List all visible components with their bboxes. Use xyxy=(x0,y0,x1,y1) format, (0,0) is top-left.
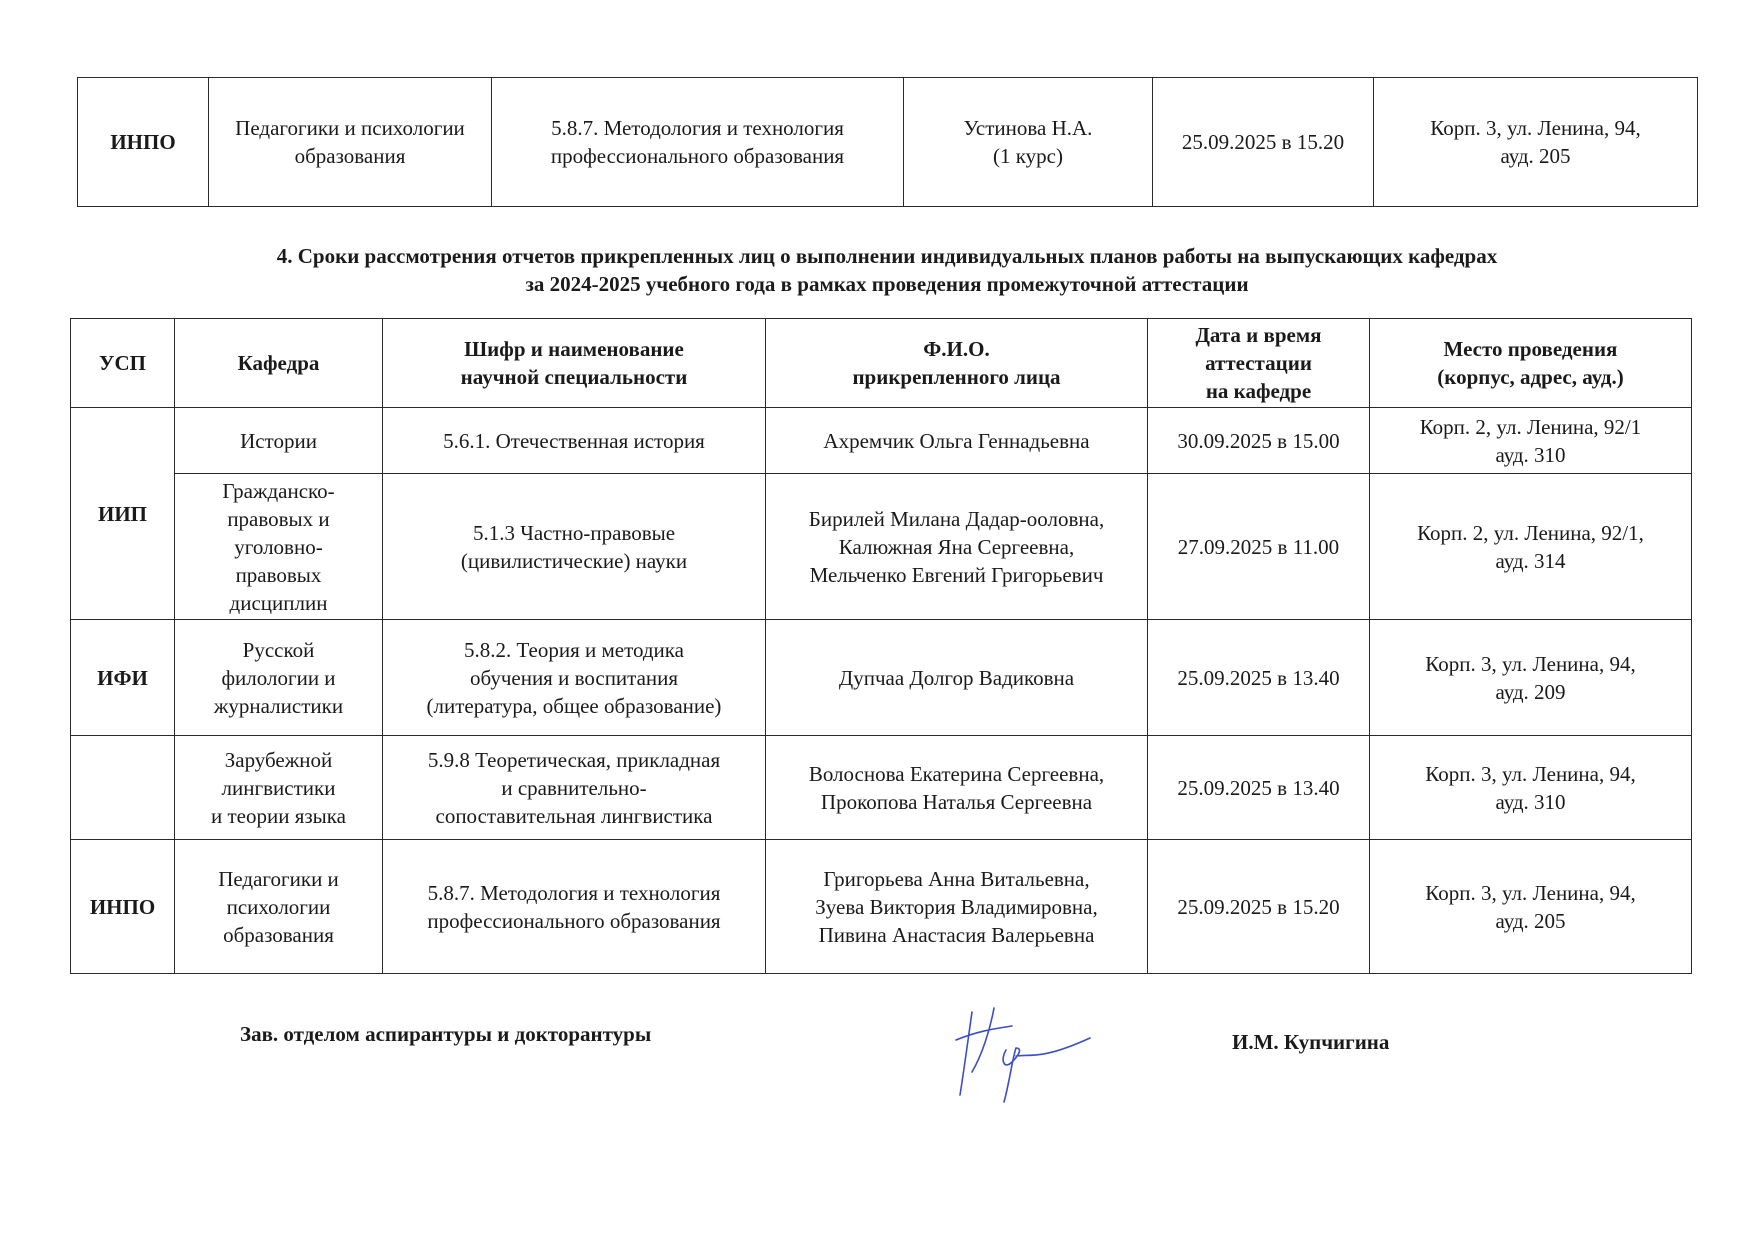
specialty-cell-line: 5.1.3 Частно-правовые xyxy=(472,520,676,545)
specialty-cell-line: сопоставительная лингвистика xyxy=(435,803,713,828)
header-datetime xyxy=(1148,319,1370,408)
department-cell xyxy=(175,736,383,840)
place-cell-line: ауд. 314 xyxy=(1495,548,1566,573)
place-cell-line: ауд. 209 xyxy=(1495,679,1566,704)
specialty-cell-line: 5.8.2. Теория и методика xyxy=(463,637,685,662)
person-cell-line: Зуева Виктория Владимировна, xyxy=(815,894,1098,919)
usp-cell: ИИП xyxy=(71,408,175,620)
specialty-cell xyxy=(383,620,766,736)
header-line: Ф.И.О. xyxy=(923,337,990,361)
person-cell-line: Ахремчик Ольга Геннадьевна xyxy=(823,428,1090,453)
department-cell-line: Русской xyxy=(242,637,315,662)
person-name: Устинова Н.А. xyxy=(963,116,1093,140)
table-row xyxy=(71,408,1692,474)
person-cell-line: Прокопова Наталья Сергеевна xyxy=(820,789,1093,814)
place-line: ауд. 205 xyxy=(1500,144,1571,168)
datetime-cell-line: 27.09.2025 в 11.00 xyxy=(1177,534,1340,559)
department-cell xyxy=(175,474,383,620)
datetime-cell: 25.09.2025 в 15.20 xyxy=(1153,78,1374,207)
place-cell xyxy=(1374,78,1698,207)
person-cell-line: Калюжная Яна Сергеевна, xyxy=(838,534,1075,559)
datetime-cell-line: 25.09.2025 в 13.40 xyxy=(1177,775,1340,800)
place-cell-line: ауд. 310 xyxy=(1495,442,1566,467)
table-header-row xyxy=(71,319,1692,408)
department-cell-line: лингвистики xyxy=(221,775,336,800)
person-cell-line: Дупчаа Долгор Вадиковна xyxy=(838,665,1075,690)
place-cell-line: ауд. 310 xyxy=(1495,789,1566,814)
header-line: аттестации xyxy=(1205,351,1312,375)
place-cell xyxy=(1370,840,1692,974)
handwritten-signature xyxy=(950,1000,1100,1110)
person-cell-line: Бирилей Милана Дадар-ооловна, xyxy=(808,506,1105,531)
datetime-cell xyxy=(1148,620,1370,736)
place-cell xyxy=(1370,474,1692,620)
specialty-cell xyxy=(383,408,766,474)
datetime-cell-line: 25.09.2025 в 15.20 xyxy=(1177,894,1340,919)
person-note: (1 курс) xyxy=(993,144,1063,168)
header-line: научной специальности xyxy=(460,365,688,389)
person-cell xyxy=(766,736,1148,840)
datetime-cell-line: 25.09.2025 в 13.40 xyxy=(1177,665,1340,690)
specialty-cell-line: 5.8.7. Методология и технология xyxy=(427,880,721,905)
usp-cell: ИФИ xyxy=(71,620,175,736)
table-row xyxy=(71,474,1692,620)
person-cell-line: Пивина Анастасия Валерьевна xyxy=(818,922,1095,947)
department-cell xyxy=(175,408,383,474)
header-line: Шифр и наименование xyxy=(464,337,684,361)
place-cell-line: Корп. 3, ул. Ленина, 94, xyxy=(1425,880,1636,905)
header-place xyxy=(1370,319,1692,408)
specialty-cell-line: 5.6.1. Отечественная история xyxy=(443,428,705,453)
place-cell xyxy=(1370,736,1692,840)
header-line: (корпус, адрес, ауд.) xyxy=(1437,365,1624,389)
attestation-table xyxy=(70,318,1692,974)
department-cell: Педагогики и психологии образования xyxy=(209,78,492,207)
header-specialty xyxy=(383,319,766,408)
department-cell-line: психологии xyxy=(226,894,331,919)
header-line: прикрепленного лица xyxy=(852,365,1061,389)
header-usp: УСП xyxy=(71,319,175,408)
department-cell-line: журналистики xyxy=(213,693,344,718)
place-cell-line: Корп. 2, ул. Ленина, 92/1, xyxy=(1417,520,1644,545)
specialty-cell-line: 5.9.8 Теоретическая, прикладная xyxy=(427,747,721,772)
header-line: Место проведения xyxy=(1443,337,1618,361)
table-row xyxy=(71,840,1692,974)
specialty-cell xyxy=(383,474,766,620)
previous-section-table xyxy=(77,77,1698,207)
header-department: Кафедра xyxy=(175,319,383,408)
usp-cell-empty xyxy=(71,736,175,840)
specialty-cell-line: обучения и воспитания xyxy=(469,665,679,690)
department-cell-line: Истории xyxy=(240,428,317,453)
specialty-cell-line: профессионального образования xyxy=(427,908,721,933)
place-cell xyxy=(1370,408,1692,474)
person-cell-line: Григорьева Анна Витальевна, xyxy=(823,866,1090,891)
department-cell-line: филологии и xyxy=(221,665,336,690)
department-cell-line: правовых и xyxy=(227,506,330,531)
person-cell xyxy=(766,620,1148,736)
section-heading-line: за 2024-2025 учебного года в рамках проведения промежуточной аттестации xyxy=(525,272,1249,296)
person-cell xyxy=(904,78,1153,207)
place-cell-line: Корп. 2, ул. Ленина, 92/1 xyxy=(1419,414,1642,439)
person-cell-line: Волоснова Екатерина Сергеевна, xyxy=(808,761,1105,786)
department-cell-line: Зарубежной xyxy=(224,747,333,772)
person-cell xyxy=(766,474,1148,620)
signatory-name: И.М. Купчигина xyxy=(1232,1030,1390,1054)
usp-cell: ИНПО xyxy=(78,78,209,207)
specialty-cell: 5.8.7. Методология и технология профессионального образования xyxy=(492,78,904,207)
place-cell-line: ауд. 205 xyxy=(1495,908,1566,933)
table-row xyxy=(71,736,1692,840)
table-body xyxy=(71,408,1692,974)
place-cell-line: Корп. 3, ул. Ленина, 94, xyxy=(1425,651,1636,676)
department-cell xyxy=(175,620,383,736)
table-row xyxy=(71,620,1692,736)
person-cell-line: Мельченко Евгений Григорьевич xyxy=(809,562,1104,587)
department-cell-line: и теории языка xyxy=(211,803,346,828)
datetime-cell xyxy=(1148,840,1370,974)
specialty-cell-line: (цивилистические) науки xyxy=(460,548,688,573)
header-person xyxy=(766,319,1148,408)
person-cell xyxy=(766,840,1148,974)
datetime-cell xyxy=(1148,474,1370,620)
signature-title: Зав. отделом аспирантуры и докторантуры xyxy=(240,1022,652,1046)
datetime-cell xyxy=(1148,408,1370,474)
section-heading xyxy=(77,242,1697,298)
header-line: Дата и время xyxy=(1195,323,1322,347)
specialty-cell-line: (литература, общее образование) xyxy=(426,693,722,718)
table-row xyxy=(78,78,1698,207)
department-cell-line: уголовно- xyxy=(234,534,323,559)
department-cell-line: образования xyxy=(223,922,334,947)
section-heading-line: 4. Сроки рассмотрения отчетов прикрепленных лиц о выполнении индивидуальных планов работы на выпускающих кафедрах xyxy=(276,244,1498,268)
place-cell-line: Корп. 3, ул. Ленина, 94, xyxy=(1425,761,1636,786)
datetime-cell-line: 30.09.2025 в 15.00 xyxy=(1177,428,1340,453)
department-cell-line: правовых xyxy=(235,562,322,587)
person-cell xyxy=(766,408,1148,474)
department-cell xyxy=(175,840,383,974)
specialty-cell-line: и сравнительно- xyxy=(501,775,647,800)
department-cell-line: дисциплин xyxy=(229,590,328,615)
specialty-cell xyxy=(383,736,766,840)
department-cell-line: Педагогики и xyxy=(218,866,339,891)
specialty-cell xyxy=(383,840,766,974)
header-line: на кафедре xyxy=(1205,379,1312,403)
department-cell-line: Гражданско- xyxy=(222,478,335,503)
datetime-cell xyxy=(1148,736,1370,840)
place-cell xyxy=(1370,620,1692,736)
usp-cell: ИНПО xyxy=(71,840,175,974)
place-line: Корп. 3, ул. Ленина, 94, xyxy=(1430,116,1641,140)
